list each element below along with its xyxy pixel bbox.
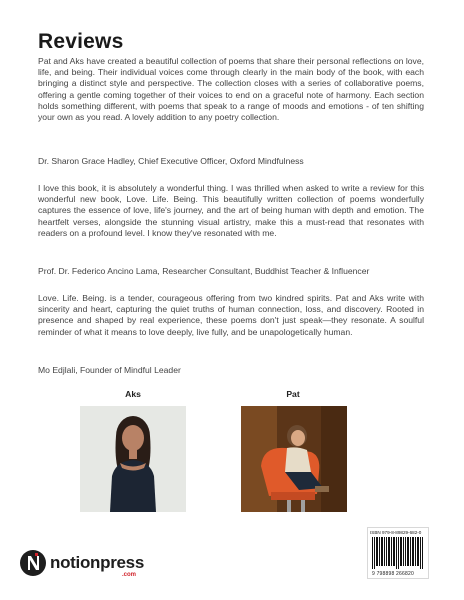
review-attribution: Prof. Dr. Federico Ancino Lama, Researcher Consultant, Buddhist Teacher & Influencer	[38, 266, 370, 276]
review-attribution: Mo Edjlali, Founder of Mindful Leader	[38, 365, 181, 375]
review-text: Pat and Aks have created a beautiful collection of poems that share their personal reflections on love, life, and being. Their individual voices come through clearly in the main body of the book, with each bringing a distinct style and perspective. The collection closes with a series of collaborative poems, offering a gentle coming together of their voices to end on a graceful note of harmony. Each section holds something different, with poems that speak to a range of moods and emotions - of ten shifting your own as you read. A lovely addition to any poetry collection.	[38, 56, 424, 123]
portrait-aks-icon	[80, 406, 186, 512]
author-photo-pat	[241, 406, 347, 512]
portrait-pat-icon	[241, 406, 347, 512]
barcode-icon	[372, 537, 424, 569]
publisher-domain: .com	[122, 572, 137, 578]
author-name-pat: Pat	[286, 389, 300, 399]
publisher-logo	[20, 548, 150, 582]
page-title: Reviews	[38, 30, 124, 53]
author-name-aks: Aks	[125, 389, 141, 399]
publisher-name: notionpress	[50, 553, 144, 572]
isbn-number-bottom: 9 798898 266820	[372, 571, 414, 577]
isbn-number-top: ISBN 979-8-89829-682-0	[370, 530, 422, 535]
author-photo-aks	[80, 406, 186, 512]
review-text: I love this book, it is absolutely a wonderful thing. I was thrilled when asked to write a review for this wonderful new book, Love. Life. Being. This beautifully written collection of poems wonderfully captures the essence of love, life's journey, and the art of being human with depth and emotion. The heartfelt verses, alongside the stunning visual artistry, make this a must-read that resonates with readers on a profound level. I know they've resonated with me.	[38, 183, 424, 238]
review-text: Love. Life. Being. is a tender, courageous offering from two kindred spirits. Pat and Aks write with sincerity and heart, capturing the quiet truths of human connection, loss, and discovery. Rooted in presence and shaped by real experience, these poems don't just speak—they resonate. A soulful reminder of what it means to love deeply, live fully, and be unapologetically human.	[38, 293, 424, 337]
review-attribution: Dr. Sharon Grace Hadley, Chief Executive Officer, Oxford Mindfulness	[38, 156, 304, 166]
notionpress-logo-icon	[20, 550, 46, 576]
isbn-barcode	[367, 527, 429, 579]
